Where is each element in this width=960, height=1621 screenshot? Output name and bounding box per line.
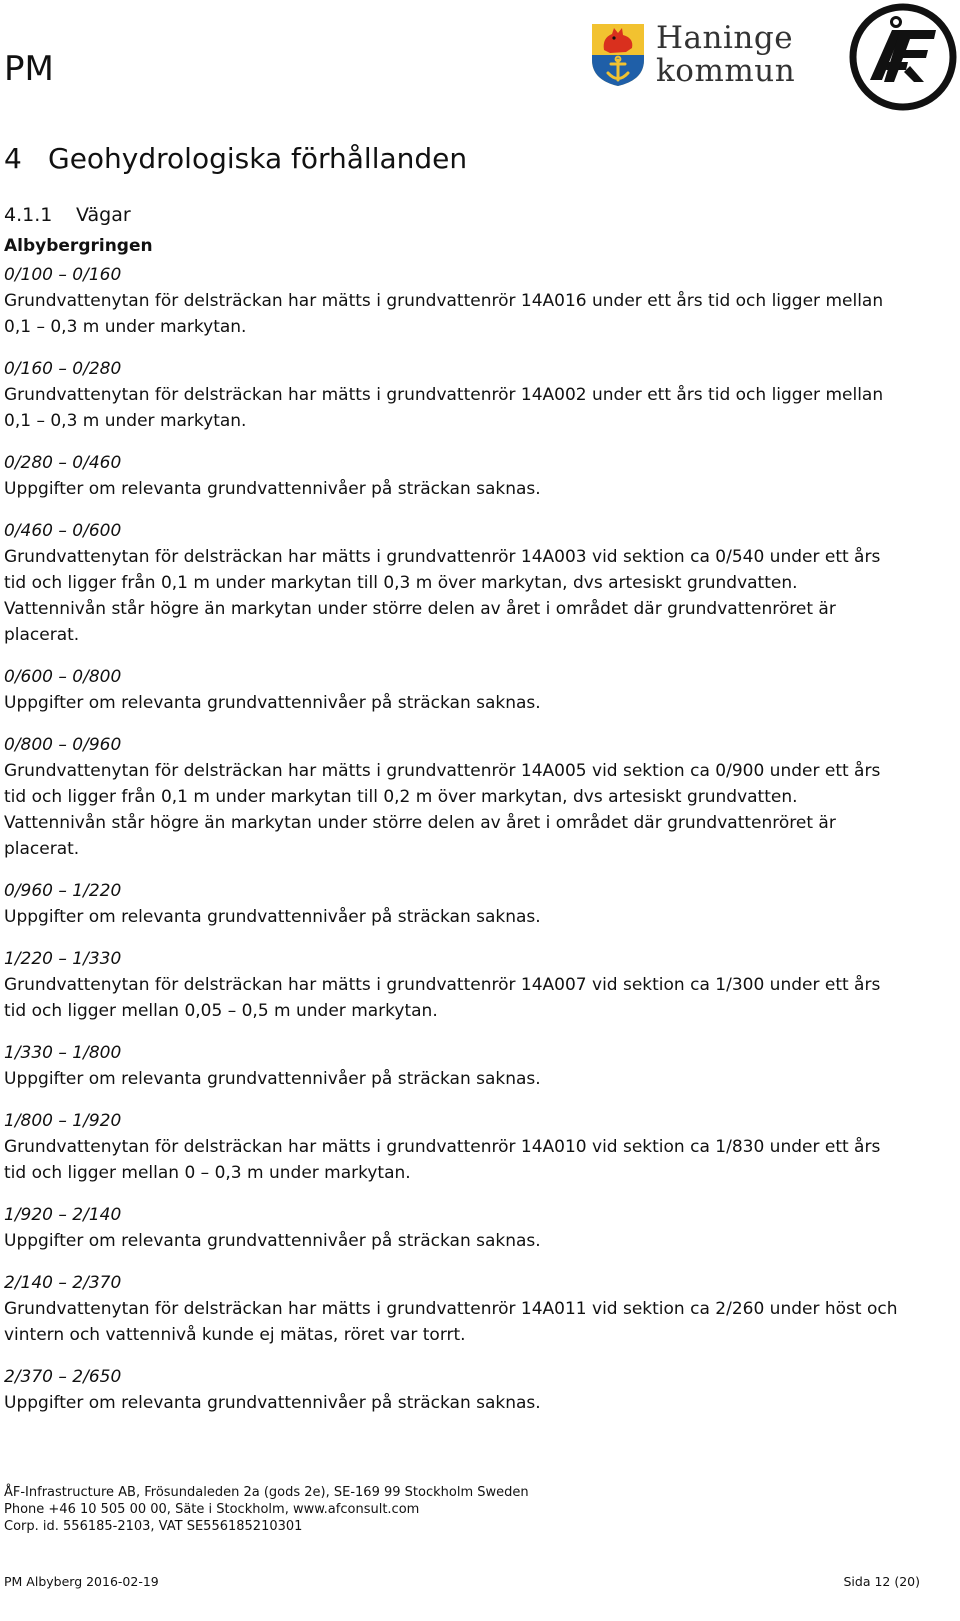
road-section	[4, 946, 904, 1024]
road-sections-list	[4, 262, 904, 1432]
section-text: Grundvattenytan för delsträckan har mätts i grundvattenrör 14A003 vid sektion ca 0/540 under ett års tid och ligger från 0,1 m under markytan till 0,3 m över markytan, dvs artesiskt grundvatten. Vattennivån står högre än markytan under större delen av året i området där grundvattenröret är placerat.	[4, 547, 881, 645]
section-range: 0/100 – 0/160	[4, 265, 122, 285]
road-section	[4, 664, 904, 716]
document-reference: PM Albyberg 2016-02-19	[4, 1574, 159, 1589]
page-footer	[4, 1576, 920, 1589]
section-range: 1/220 – 1/330	[4, 949, 122, 969]
section-text: Grundvattenytan för delsträckan har mätts i grundvattenrör 14A005 vid sektion ca 0/900 under ett års tid och ligger från 0,1 m under markytan till 0,2 m över markytan, dvs artesiskt grundvatten. Vattennivån står högre än markytan under större delen av året i området där grundvattenröret är placerat.	[4, 761, 881, 859]
wordmark-line-2: kommun	[656, 53, 796, 89]
section-text: Uppgifter om relevanta grundvattennivåer på sträckan saknas.	[4, 479, 541, 499]
section-text: Uppgifter om relevanta grundvattennivåer på sträckan saknas.	[4, 693, 541, 713]
wordmark-line-1: Haninge	[656, 20, 794, 56]
section-text: Grundvattenytan för delsträckan har mätts i grundvattenrör 14A002 under ett års tid och ligger mellan 0,1 – 0,3 m under markytan.	[4, 385, 884, 431]
road-section	[4, 1364, 904, 1416]
road-name: Albybergringen	[4, 236, 153, 256]
road-section	[4, 518, 904, 648]
footer-phone-line: Phone +46 10 505 00 00, Säte i Stockholm, www.afconsult.com	[4, 1502, 420, 1517]
section-range: 2/140 – 2/370	[4, 1273, 122, 1293]
road-section	[4, 1040, 904, 1092]
section-range: 0/600 – 0/800	[4, 667, 122, 687]
haninge-kommun-wordmark	[656, 22, 795, 88]
section-range: 1/920 – 2/140	[4, 1205, 122, 1225]
section-text: Grundvattenytan för delsträckan har mätts i grundvattenrör 14A016 under ett års tid och ligger mellan 0,1 – 0,3 m under markytan.	[4, 291, 884, 337]
section-text: Uppgifter om relevanta grundvattennivåer på sträckan saknas.	[4, 1231, 541, 1251]
road-section	[4, 450, 904, 502]
section-range: 0/960 – 1/220	[4, 881, 122, 901]
footer-address-line: ÅF-Infrastructure AB, Frösundaleden 2a (gods 2e), SE-169 99 Stockholm Sweden	[4, 1485, 529, 1500]
section-text: Grundvattenytan för delsträckan har mätts i grundvattenrör 14A011 vid sektion ca 2/260 under höst och vintern och vattennivå kunde ej mätas, röret var torrt.	[4, 1299, 898, 1345]
chapter-number: 4	[4, 142, 22, 175]
haninge-coat-of-arms-icon	[590, 22, 646, 88]
section-range: 2/370 – 2/650	[4, 1367, 122, 1387]
chapter-heading	[4, 142, 468, 175]
section-text: Uppgifter om relevanta grundvattennivåer på sträckan saknas.	[4, 1393, 541, 1413]
section-range: 0/460 – 0/600	[4, 521, 122, 541]
section-text: Grundvattenytan för delsträckan har mätts i grundvattenrör 14A010 vid sektion ca 1/830 under ett års tid och ligger mellan 0 – 0,3 m under markytan.	[4, 1137, 881, 1183]
section-range: 0/280 – 0/460	[4, 453, 122, 473]
road-section	[4, 262, 904, 340]
page-number: Sida 12 (20)	[843, 1574, 920, 1589]
section-range: 1/800 – 1/920	[4, 1111, 122, 1131]
section-text: Uppgifter om relevanta grundvattennivåer på sträckan saknas.	[4, 1069, 541, 1089]
road-section	[4, 1108, 904, 1186]
section-heading	[4, 206, 131, 225]
section-range: 0/160 – 0/280	[4, 359, 122, 379]
road-section	[4, 356, 904, 434]
road-section	[4, 732, 904, 862]
haninge-kommun-logo	[590, 22, 800, 88]
road-section	[4, 1270, 904, 1348]
road-section	[4, 1202, 904, 1254]
section-range: 0/800 – 0/960	[4, 735, 122, 755]
document-type-label: PM	[4, 49, 54, 89]
section-text: Uppgifter om relevanta grundvattennivåer på sträckan saknas.	[4, 907, 541, 927]
section-number: 4.1.1	[4, 204, 53, 226]
footer-company-info	[4, 1484, 529, 1535]
road-section	[4, 878, 904, 930]
af-consult-logo-icon	[848, 2, 958, 112]
chapter-title: Geohydrologiska förhållanden	[48, 142, 468, 175]
section-range: 1/330 – 1/800	[4, 1043, 122, 1063]
footer-corp-id-line: Corp. id. 556185-2103, VAT SE556185210301	[4, 1519, 303, 1534]
section-text: Grundvattenytan för delsträckan har mätts i grundvattenrör 14A007 vid sektion ca 1/300 under ett års tid och ligger mellan 0,05 – 0,5 m under markytan.	[4, 975, 881, 1021]
section-title: Vägar	[76, 204, 131, 226]
